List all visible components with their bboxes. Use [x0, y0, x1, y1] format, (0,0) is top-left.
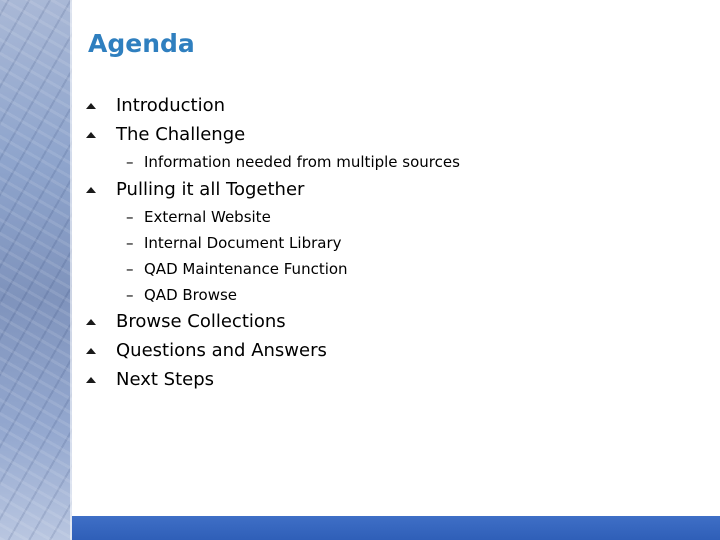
agenda-item-the-challenge — [116, 124, 245, 145]
agenda-item-label: Pulling it all Together — [116, 179, 305, 200]
triangle-bullet-icon — [86, 377, 96, 383]
dash-bullet: – — [126, 208, 134, 226]
agenda-subitem-label: QAD Maintenance Function — [144, 260, 348, 278]
agenda-subitem-qad-browse — [126, 286, 238, 304]
slide-title: Agenda — [88, 29, 195, 58]
agenda-subitem-label: Internal Document Library — [144, 234, 342, 252]
dash-bullet: – — [126, 286, 134, 304]
agenda-item-label: Browse Collections — [116, 311, 286, 332]
agenda-subitem-label: QAD Browse — [144, 286, 238, 304]
dash-bullet: – — [126, 234, 134, 252]
agenda-item-label: Questions and Answers — [116, 340, 327, 361]
agenda-item-introduction — [116, 95, 225, 116]
agenda-subitem-label: External Website — [144, 208, 271, 226]
triangle-bullet-icon — [86, 103, 96, 109]
triangle-bullet-icon — [86, 348, 96, 354]
triangle-bullet-icon — [86, 319, 96, 325]
slide-content — [72, 0, 720, 516]
dash-bullet: – — [126, 260, 134, 278]
dash-bullet: – — [126, 153, 134, 171]
bottom-accent-bar — [72, 516, 720, 540]
agenda-item-next-steps — [116, 369, 214, 390]
agenda-subitem-internal-library — [126, 234, 342, 252]
agenda-subitem-external-website — [126, 208, 271, 226]
agenda-subitem-qad-maintenance — [126, 260, 348, 278]
agenda-subitem-information-needed — [126, 153, 460, 171]
agenda-item-label: The Challenge — [116, 124, 246, 145]
agenda-item-pulling-together — [116, 179, 304, 200]
triangle-bullet-icon — [86, 187, 96, 193]
agenda-item-questions-answers — [116, 340, 327, 361]
triangle-bullet-icon — [86, 132, 96, 138]
agenda-item-browse-collections — [116, 311, 286, 332]
left-decorative-photo-strip — [0, 0, 72, 540]
agenda-subitem-label: Information needed from multiple sources — [144, 153, 460, 171]
agenda-item-label: Next Steps — [116, 369, 215, 390]
agenda-item-label: Introduction — [116, 95, 226, 116]
